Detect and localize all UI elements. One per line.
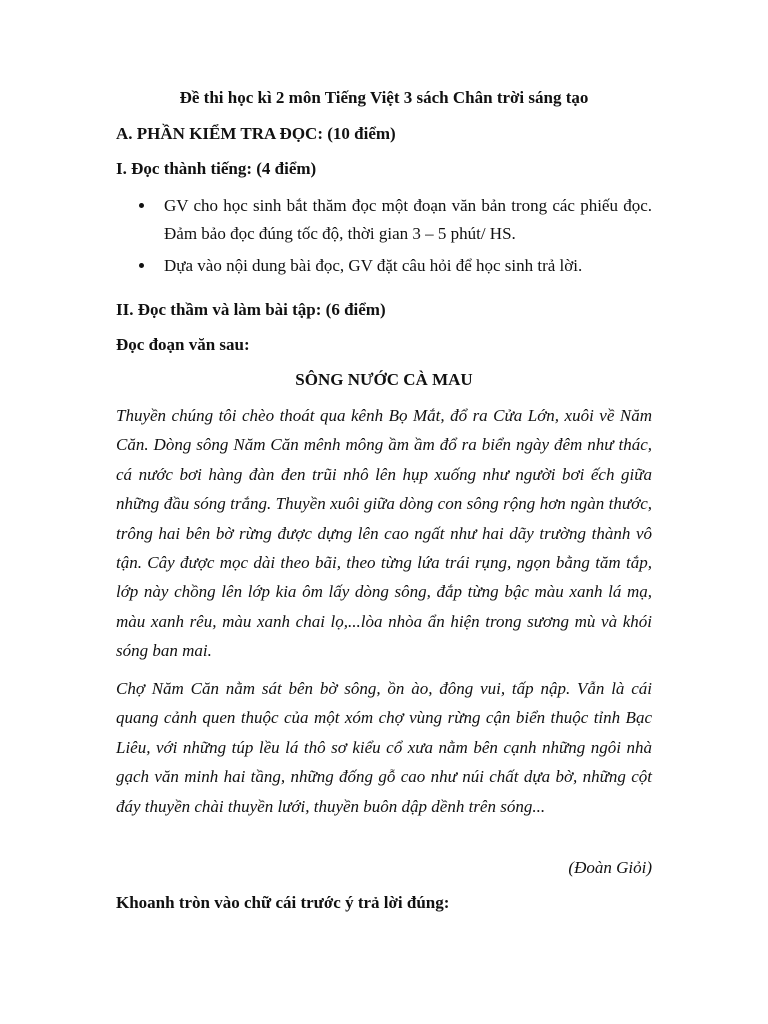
part-i-heading: I. Đọc thành tiếng: (4 điểm) [116,159,317,178]
bullet-dot-icon [139,263,144,268]
bullet-text: Dựa vào nội dung bài đọc, GV đặt câu hỏi để học sinh trả lời. [164,256,583,275]
bullet-dot-icon [139,203,144,208]
part-ii-heading: II. Đọc thầm và làm bài tập: (6 điểm) [116,300,386,319]
story-paragraph-1: Thuyền chúng tôi chèo thoát qua kênh Bọ Mắt, đổ ra Cửa Lớn, xuôi về Năm Căn. Dòng sông Năm Căn mênh mông ầm ầm đổ ra biển ngày đêm như thác, cá nước bơi hàng đàn đen trũi nhô lên hụp xuống như người bơi ếch giữa những đầu sóng trắng. Thuyền xuôi giữa dòng con sông rộng hơn ngàn thước, trông hai bên bờ rừng được dựng lên cao ngất như hai dãy trường thành vô tận. Cây được mọc dài theo bãi, theo từng lứa trái rụng, ngọn bằng tăm tắp, lớp này chồng lên lớp kia ôm lấy dòng sông, đắp từng bậc màu xanh lá mạ, màu xanh rêu, màu xanh chai lọ,...lòa nhòa ẩn hiện trong sương mù và khói sóng ban mai. [116,406,652,661]
bullet-item [116,252,652,280]
document-title: Đề thi học kì 2 môn Tiếng Việt 3 sách Chân trời sáng tạo [179,88,589,107]
read-instruction: Đọc đoạn văn sau: [116,335,250,354]
story-paragraph-2: Chợ Năm Căn nằm sát bên bờ sông, ồn ào, đông vui, tấp nập. Vẫn là cái quang cảnh quen thuộc của một xóm chợ vùng rừng cận biển thuộc tỉnh Bạc Liêu, với những túp lều lá thô sơ kiểu cổ xưa nằm bên cạnh những ngôi nhà gạch văn minh hai tầng, những đống gỗ cao như núi chất dựa bờ, những cột đáy thuyền chài thuyền lưới, thuyền buôn dập dềnh trên sóng... [116,679,652,816]
part-i-bullet-list [116,192,652,280]
section-a-heading: A. PHẦN KIỂM TRA ĐỌC: (10 điểm) [116,124,396,143]
story-author: (Đoàn Giỏi) [568,858,652,877]
question-instruction: Khoanh tròn vào chữ cái trước ý trả lời đúng: [116,893,450,912]
bullet-item [116,192,652,248]
bullet-text: GV cho học sinh bắt thăm đọc một đoạn văn bản trong các phiếu đọc. Đảm bảo đọc đúng tốc độ, thời gian 3 – 5 phút/ HS. [164,196,652,243]
story-title: SÔNG NƯỚC CÀ MAU [295,370,473,389]
